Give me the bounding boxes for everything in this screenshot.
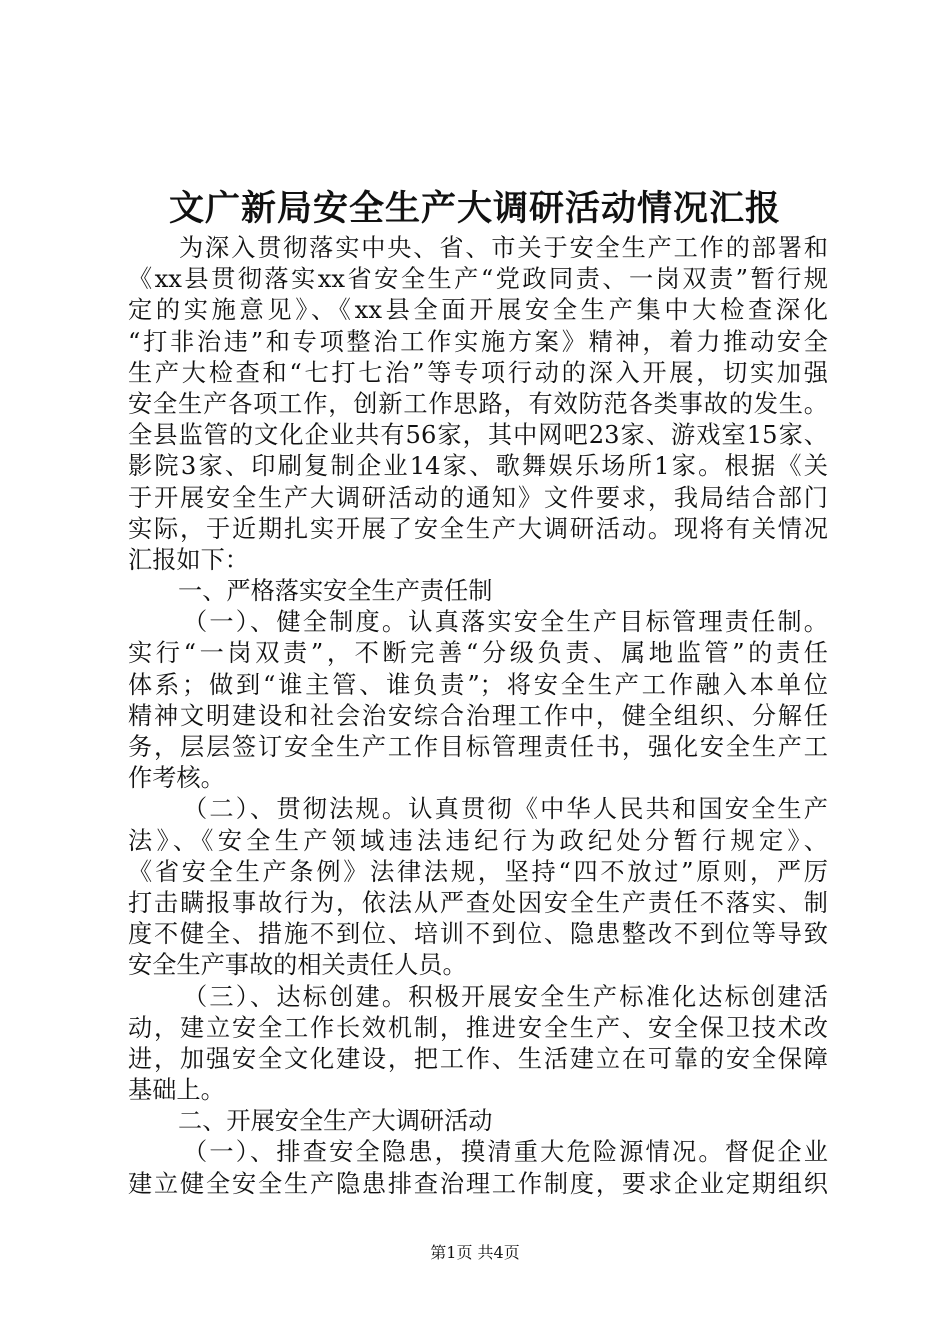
paragraph-line: 体系；做到“谁主管、谁负责”；将安全生产工作融入本单位 — [128, 670, 828, 699]
paragraph-line: （三）、达标创建。积极开展安全生产标准化达标创建活 — [183, 982, 828, 1011]
paragraph-line: 实际，于近期扎实开展了安全生产大调研活动。现将有关情况 — [128, 514, 828, 543]
paragraph-line: 务，层层签订安全生产工作目标管理责任书，强化安全生产工 — [128, 733, 828, 761]
paragraph-line: 安全生产事故的相关责任人员。 — [128, 951, 467, 980]
section-heading: 二、开展安全生产大调研活动 — [178, 1107, 493, 1136]
paragraph-line: 进，加强安全文化建设，把工作、生活建立在可靠的安全保障 — [128, 1044, 828, 1073]
paragraph-line: （一）、排查安全隐患，摸清重大危险源情况。督促企业 — [183, 1138, 828, 1167]
paragraph-line: 安全生产各项工作，创新工作思路，有效防范各类事故的发生。 — [128, 389, 828, 418]
paragraph-line: 于开展安全生产大调研活动的通知》文件要求，我局结合部门 — [128, 483, 828, 512]
paragraph-line: 实行“一岗双责”，不断完善“分级负责、属地监管”的责任 — [128, 639, 828, 668]
paragraph-line: （二）、贯彻法规。认真贯彻《中华人民共和国安全生产 — [183, 795, 828, 824]
page-footer: 第1页 共4页 — [430, 1243, 520, 1262]
paragraph-line: 全县监管的文化企业共有56家，其中网吧23家、游戏室15家、 — [128, 421, 828, 450]
paragraph-line: 汇报如下： — [128, 545, 249, 574]
paragraph-line: 影院3家、印刷复制企业14家、歌舞娱乐场所1家。根据《关 — [128, 452, 828, 481]
paragraph-line: 《省安全生产条例》法律法规，坚持“四不放过”原则，严厉 — [128, 857, 828, 886]
paragraph-line: 精神文明建设和社会治安综合治理工作中，健全组织、分解任 — [128, 701, 828, 730]
paragraph-line: 作考核。 — [128, 764, 225, 793]
paragraph-line: （一）、健全制度。认真落实安全生产目标管理责任制。 — [183, 608, 828, 637]
paragraph-line: 生产大检查和“七打七治”等专项行动的深入开展，切实加强 — [128, 358, 828, 387]
paragraph-line: 法》、《安全生产领域违法违纪行为政纪处分暂行规定》、 — [128, 826, 828, 855]
paragraph-line: 定的实施意见》、《xx县全面开展安全生产集中大检查深化 — [128, 296, 828, 325]
paragraph-line: 建立健全安全生产隐患排查治理工作制度，要求企业定期组织 — [128, 1169, 828, 1198]
paragraph-line: 动，建立安全工作长效机制，推进安全生产、安全保卫技术改 — [128, 1013, 828, 1042]
paragraph-line: 打击瞒报事故行为，依法从严查处因安全生产责任不落实、制 — [128, 888, 828, 917]
paragraph-line: “打非治违”和专项整治工作实施方案》精神，着力推动安全 — [128, 327, 828, 356]
section-heading: 一、严格落实安全生产责任制 — [178, 577, 493, 606]
document-title: 文广新局安全生产大调研活动情况汇报 — [168, 188, 781, 229]
paragraph-line: 为深入贯彻落实中央、省、市关于安全生产工作的部署和 — [179, 234, 828, 262]
paragraph-line: 基础上。 — [128, 1076, 225, 1105]
document-body — [128, 233, 828, 1200]
paragraph-line: 《xx县贯彻落实xx省安全生产“党政同责、一岗双责”暂行规 — [128, 265, 828, 294]
paragraph-line: 度不健全、措施不到位、培训不到位、隐患整改不到位等导致 — [128, 920, 828, 949]
